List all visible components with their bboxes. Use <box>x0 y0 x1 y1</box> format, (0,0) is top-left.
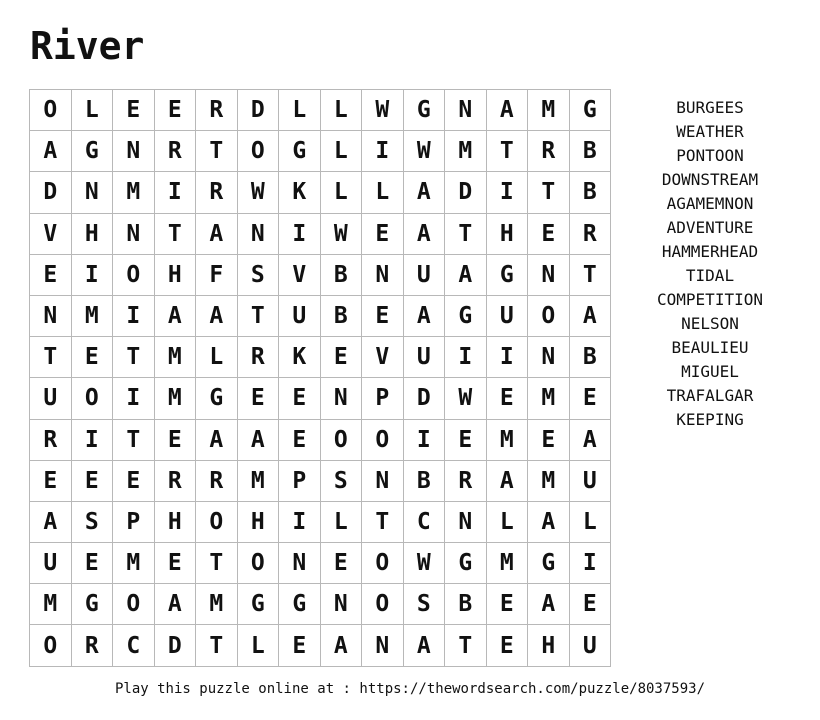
word-list-item: TRAFALGAR <box>666 386 754 405</box>
grid-cell: A <box>155 296 197 337</box>
grid-cell: A <box>196 420 238 461</box>
grid-cell: M <box>30 584 72 625</box>
grid-cell: M <box>155 337 197 378</box>
grid-cell: K <box>279 337 321 378</box>
grid-cell: E <box>279 625 321 666</box>
grid-cell: A <box>404 214 446 255</box>
grid-cell: R <box>238 337 280 378</box>
grid-cell: G <box>72 131 114 172</box>
word-list-item: TIDAL <box>685 266 735 285</box>
grid-cell: U <box>570 625 612 666</box>
grid-cell: N <box>362 461 404 502</box>
grid-cell: M <box>528 378 570 419</box>
grid-cell: T <box>570 255 612 296</box>
grid-cell: O <box>238 543 280 584</box>
word-list-item: WEATHER <box>676 122 744 141</box>
grid-cell: E <box>321 337 363 378</box>
grid-cell: V <box>30 214 72 255</box>
grid-cell: M <box>238 461 280 502</box>
grid-cell: H <box>528 625 570 666</box>
grid-cell: E <box>528 214 570 255</box>
grid-cell: L <box>570 502 612 543</box>
grid-cell: E <box>279 378 321 419</box>
letter-grid <box>29 89 611 667</box>
grid-cell: E <box>30 461 72 502</box>
grid-cell: I <box>404 420 446 461</box>
grid-cell: S <box>404 584 446 625</box>
grid-cell: I <box>570 543 612 584</box>
grid-cell: O <box>72 378 114 419</box>
grid-cell: I <box>72 255 114 296</box>
grid-cell: A <box>404 172 446 213</box>
grid-cell: M <box>445 131 487 172</box>
grid-cell: A <box>321 625 363 666</box>
grid-cell: B <box>321 296 363 337</box>
grid-cell: K <box>279 172 321 213</box>
grid-cell: T <box>113 420 155 461</box>
grid-cell: E <box>362 296 404 337</box>
grid-cell: B <box>570 172 612 213</box>
grid-cell: E <box>528 420 570 461</box>
grid-cell: D <box>404 378 446 419</box>
grid-cell: M <box>196 584 238 625</box>
grid-cell: A <box>404 296 446 337</box>
grid-cell: V <box>279 255 321 296</box>
grid-cell: N <box>113 131 155 172</box>
grid-cell: I <box>362 131 404 172</box>
grid-cell: N <box>445 502 487 543</box>
grid-cell: O <box>196 502 238 543</box>
grid-cell: N <box>30 296 72 337</box>
grid-cell: U <box>404 337 446 378</box>
grid-cell: A <box>570 420 612 461</box>
grid-cell: L <box>487 502 529 543</box>
grid-cell: G <box>445 543 487 584</box>
grid-cell: E <box>279 420 321 461</box>
grid-cell: G <box>487 255 529 296</box>
grid-cell: G <box>196 378 238 419</box>
grid-cell: G <box>72 584 114 625</box>
grid-cell: S <box>321 461 363 502</box>
grid-cell: O <box>30 625 72 666</box>
grid-cell: N <box>321 378 363 419</box>
grid-cell: A <box>196 214 238 255</box>
grid-cell: N <box>362 625 404 666</box>
grid-cell: N <box>72 172 114 213</box>
grid-cell: E <box>72 461 114 502</box>
grid-cell: S <box>238 255 280 296</box>
grid-cell: B <box>404 461 446 502</box>
grid-cell: T <box>113 337 155 378</box>
grid-cell: E <box>113 90 155 131</box>
grid-cell: M <box>487 420 529 461</box>
word-list-item: KEEPING <box>676 410 744 429</box>
grid-cell: E <box>445 420 487 461</box>
grid-cell: D <box>238 90 280 131</box>
grid-cell: U <box>570 461 612 502</box>
grid-cell: T <box>528 172 570 213</box>
word-list-item: MIGUEL <box>681 362 739 381</box>
grid-cell: H <box>238 502 280 543</box>
grid-cell: N <box>113 214 155 255</box>
grid-cell: P <box>113 502 155 543</box>
grid-cell: M <box>113 172 155 213</box>
grid-cell: U <box>279 296 321 337</box>
grid-cell: I <box>72 420 114 461</box>
grid-cell: L <box>238 625 280 666</box>
grid-cell: N <box>362 255 404 296</box>
grid-cell: D <box>155 625 197 666</box>
grid-cell: R <box>196 90 238 131</box>
grid-cell: E <box>570 584 612 625</box>
grid-cell: M <box>113 543 155 584</box>
grid-cell: R <box>570 214 612 255</box>
grid-cell: W <box>445 378 487 419</box>
footer-link-text: Play this puzzle online at : https://thewordsearch.com/puzzle/8037593/ <box>114 681 705 697</box>
grid-cell: O <box>238 131 280 172</box>
grid-cell: B <box>445 584 487 625</box>
grid-cell: B <box>570 131 612 172</box>
grid-cell: C <box>113 625 155 666</box>
grid-cell: T <box>238 296 280 337</box>
grid-cell: T <box>155 214 197 255</box>
word-list-item: ADVENTURE <box>666 218 754 237</box>
grid-cell: N <box>279 543 321 584</box>
grid-cell: T <box>196 131 238 172</box>
grid-cell: T <box>196 543 238 584</box>
grid-cell: T <box>487 131 529 172</box>
grid-cell: E <box>155 543 197 584</box>
grid-cell: E <box>487 378 529 419</box>
grid-cell: S <box>72 502 114 543</box>
grid-cell: U <box>404 255 446 296</box>
grid-cell: L <box>72 90 114 131</box>
grid-cell: N <box>238 214 280 255</box>
grid-cell: L <box>362 172 404 213</box>
grid-cell: E <box>362 214 404 255</box>
word-list-item: NELSON <box>681 314 739 333</box>
grid-cell: B <box>321 255 363 296</box>
grid-cell: W <box>238 172 280 213</box>
grid-cell: G <box>279 584 321 625</box>
grid-cell: O <box>362 420 404 461</box>
grid-cell: O <box>113 255 155 296</box>
grid-cell: A <box>30 131 72 172</box>
grid-cell: L <box>321 172 363 213</box>
grid-cell: O <box>362 543 404 584</box>
grid-cell: R <box>72 625 114 666</box>
word-list-item: HAMMERHEAD <box>661 242 759 261</box>
grid-cell: I <box>487 337 529 378</box>
grid-cell: A <box>487 90 529 131</box>
grid-cell: E <box>487 584 529 625</box>
grid-cell: R <box>196 172 238 213</box>
grid-cell: H <box>155 255 197 296</box>
word-list-item: PONTOON <box>676 146 744 165</box>
grid-cell: A <box>570 296 612 337</box>
grid-cell: E <box>238 378 280 419</box>
grid-cell: L <box>321 502 363 543</box>
grid-cell: R <box>155 131 197 172</box>
grid-cell: O <box>362 584 404 625</box>
grid-cell: W <box>321 214 363 255</box>
grid-cell: M <box>155 378 197 419</box>
grid-cell: R <box>155 461 197 502</box>
grid-cell: I <box>279 214 321 255</box>
grid-cell: N <box>445 90 487 131</box>
grid-cell: O <box>528 296 570 337</box>
grid-cell: O <box>30 90 72 131</box>
grid-cell: I <box>155 172 197 213</box>
grid-cell: A <box>404 625 446 666</box>
grid-cell: G <box>528 543 570 584</box>
grid-cell: U <box>487 296 529 337</box>
grid-cell: N <box>528 337 570 378</box>
grid-cell: T <box>362 502 404 543</box>
grid-cell: L <box>321 90 363 131</box>
grid-cell: T <box>445 625 487 666</box>
grid-cell: A <box>155 584 197 625</box>
grid-cell: H <box>155 502 197 543</box>
grid-cell: H <box>487 214 529 255</box>
grid-cell: E <box>155 90 197 131</box>
word-list-item: BURGEES <box>676 98 744 117</box>
grid-cell: A <box>238 420 280 461</box>
grid-cell: G <box>404 90 446 131</box>
grid-cell: G <box>445 296 487 337</box>
grid-cell: I <box>113 378 155 419</box>
word-list-item: AGAMEMNON <box>666 194 754 213</box>
grid-cell: N <box>321 584 363 625</box>
grid-cell: O <box>321 420 363 461</box>
grid-cell: A <box>528 502 570 543</box>
grid-cell: F <box>196 255 238 296</box>
grid-cell: G <box>570 90 612 131</box>
grid-cell: W <box>404 131 446 172</box>
grid-cell: E <box>72 337 114 378</box>
grid-cell: B <box>570 337 612 378</box>
grid-cell: W <box>404 543 446 584</box>
grid-cell: I <box>445 337 487 378</box>
grid-cell: I <box>113 296 155 337</box>
grid-cell: E <box>113 461 155 502</box>
grid-cell: L <box>279 90 321 131</box>
grid-cell: E <box>155 420 197 461</box>
grid-cell: N <box>528 255 570 296</box>
word-list <box>640 96 780 432</box>
word-list-item: COMPETITION <box>657 290 763 309</box>
grid-cell: O <box>113 584 155 625</box>
grid-cell: C <box>404 502 446 543</box>
grid-cell: E <box>487 625 529 666</box>
grid-cell: D <box>445 172 487 213</box>
grid-cell: H <box>72 214 114 255</box>
grid-cell: M <box>72 296 114 337</box>
grid-cell: A <box>528 584 570 625</box>
grid-cell: D <box>30 172 72 213</box>
grid-cell: U <box>30 543 72 584</box>
word-list-item: DOWNSTREAM <box>661 170 759 189</box>
grid-cell: R <box>528 131 570 172</box>
grid-cell: P <box>279 461 321 502</box>
grid-cell: I <box>487 172 529 213</box>
grid-cell: T <box>196 625 238 666</box>
grid-cell: T <box>445 214 487 255</box>
grid-cell: A <box>445 255 487 296</box>
grid-cell: E <box>570 378 612 419</box>
word-list-item: BEAULIEU <box>671 338 749 357</box>
grid-cell: R <box>445 461 487 502</box>
grid-cell: L <box>196 337 238 378</box>
grid-cell: G <box>238 584 280 625</box>
grid-cell: M <box>487 543 529 584</box>
grid-cell: I <box>279 502 321 543</box>
grid-cell: E <box>321 543 363 584</box>
grid-cell: A <box>487 461 529 502</box>
grid-cell: A <box>196 296 238 337</box>
grid-cell: U <box>30 378 72 419</box>
puzzle-title: River <box>30 24 145 68</box>
grid-cell: M <box>528 461 570 502</box>
grid-cell: M <box>528 90 570 131</box>
grid-cell: R <box>30 420 72 461</box>
grid-cell: L <box>321 131 363 172</box>
grid-cell: W <box>362 90 404 131</box>
grid-cell: V <box>362 337 404 378</box>
grid-cell: A <box>30 502 72 543</box>
grid-cell: G <box>279 131 321 172</box>
grid-cell: R <box>196 461 238 502</box>
grid-cell: T <box>30 337 72 378</box>
grid-cell: P <box>362 378 404 419</box>
grid-cell: E <box>72 543 114 584</box>
grid-cell: E <box>30 255 72 296</box>
